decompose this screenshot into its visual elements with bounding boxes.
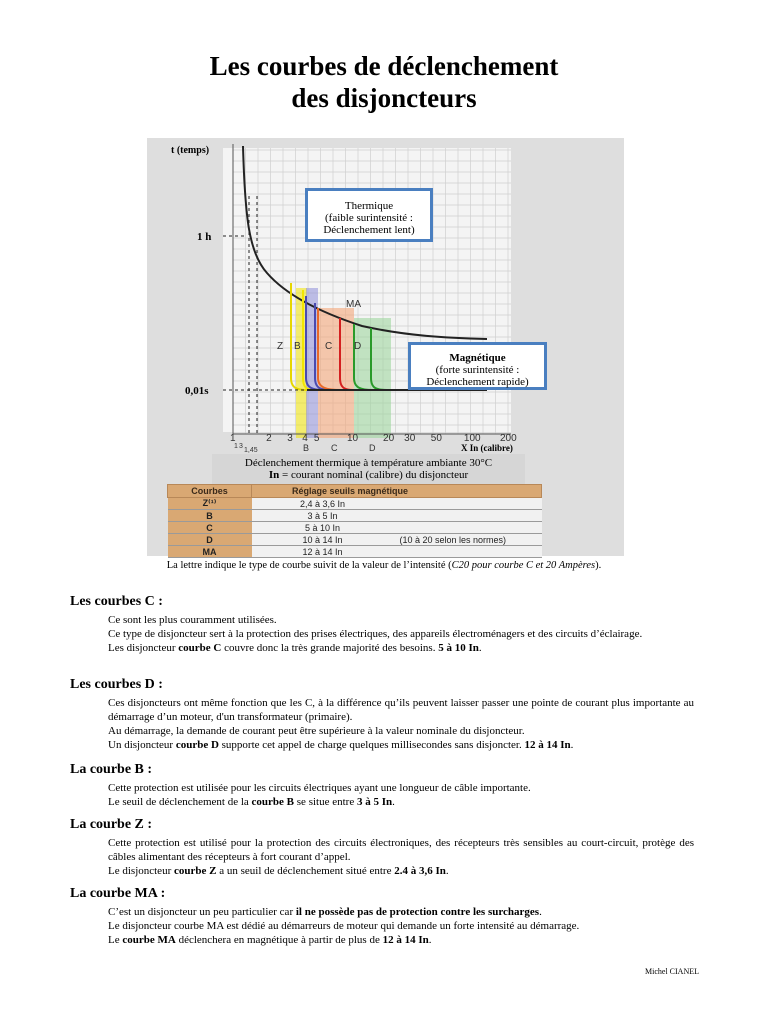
magnetique-line3: Déclenchement rapide) <box>426 376 529 388</box>
row-name: C <box>168 522 252 534</box>
z-line-2 <box>108 864 694 878</box>
band-b <box>306 288 318 438</box>
b-l2-c: se situe entre <box>294 796 357 808</box>
x-axis-label: X In (calibre) <box>461 443 513 453</box>
c-l3-d: 5 à 10 In <box>438 642 479 654</box>
ma-l3-c: déclenchera en magnétique à partir de plus de <box>175 934 383 946</box>
magnetic-threshold-table <box>167 484 542 558</box>
caption-line-1: Déclenchement thermique à température ambiante 30°C <box>244 457 493 469</box>
figure-caption-area <box>212 454 525 484</box>
row-value: 5 à 10 In <box>252 522 394 534</box>
d-line-1: Ces disjoncteurs ont même fonction que les C, à la différence qu’ils peuvent laisser passer une pointe de courant plus importante au démarrage d’un moteur, d'un transformateur (primaire). <box>108 697 694 723</box>
caption-in-def: = courant nominal (calibre) du disjoncteur <box>279 469 469 481</box>
x-tick-label: 50 <box>430 433 442 444</box>
x-tick-label: 30 <box>404 433 416 444</box>
band-label-b: B <box>303 443 310 453</box>
ma-line-2: Le disjoncteur courbe MA est dédié au démarreurs de moteur qui demande un forte intensité au démarrage. <box>108 920 580 932</box>
trip-curve-chart <box>147 138 624 456</box>
trip-curve-figure <box>147 138 624 556</box>
thermique-box <box>305 188 433 242</box>
author-signature: Michel CIANEL <box>645 967 699 976</box>
d-l3-c: supporte cet appel de charge quelques millisecondes sans disjoncter. <box>218 739 525 751</box>
page-title <box>0 50 768 114</box>
d-l3-a: Un disjoncteur <box>108 739 176 751</box>
table-header-courbes: Courbes <box>168 485 252 498</box>
row-name: Z⁽¹⁾ <box>168 498 252 510</box>
figure-caption <box>0 560 768 571</box>
curve-label-ma: MA <box>346 299 361 310</box>
row-name: B <box>168 510 252 522</box>
ma-l3-d: 12 à 14 In <box>382 934 429 946</box>
ma-line-1 <box>108 905 694 919</box>
table-row <box>168 498 542 510</box>
section-heading-z: La courbe Z : <box>70 817 153 832</box>
table-row <box>168 510 542 522</box>
ma-l3-a: Le <box>108 934 123 946</box>
section-body-ma <box>108 905 694 947</box>
c-l3-a: Les disjoncteur <box>108 642 179 654</box>
x-tick-label: 4 <box>302 433 308 444</box>
row-value: 12 à 14 In <box>252 546 394 558</box>
c-line-1: Ce sont les plus couramment utilisées. <box>108 614 277 626</box>
x-tick-label: 2 <box>266 433 272 444</box>
x-tick-label: 3 <box>287 433 293 444</box>
x-tick-label: 20 <box>383 433 395 444</box>
row-name: D <box>168 534 252 546</box>
row-name: MA <box>168 546 252 558</box>
curve-letter-b: B <box>294 341 301 352</box>
fig-caption-italic: C20 pour courbe C et 20 Ampères <box>451 560 596 571</box>
table-row <box>168 522 542 534</box>
y-tick-1h: 1 h <box>197 231 212 243</box>
caption-line-2 <box>212 469 525 481</box>
thermique-title: Thermique <box>344 200 394 212</box>
x-small-tick-1: 1 <box>234 443 238 450</box>
d-line-3 <box>108 738 694 752</box>
x-tick-label: 100 <box>463 433 481 444</box>
c-l3-c: couvre donc la très grande majorité des besoins. <box>221 642 439 654</box>
x-small-tick-145: 1,45 <box>244 447 258 454</box>
ma-l1-a: C’est un disjoncteur un peu particulier car <box>108 906 296 918</box>
table-row <box>168 534 542 546</box>
x-tick-label: 200 <box>500 433 517 444</box>
x-tick-label: 10 <box>346 433 359 444</box>
ma-l3-b: courbe MA <box>122 934 176 946</box>
z-l2-e: . <box>445 865 449 877</box>
c-line-2: Ce type de disjoncteur sert à la protection des prises électriques, des appareils électroménagers et des circuits d’éclairage. <box>108 628 643 640</box>
section-body-z <box>108 836 694 878</box>
row-note <box>394 522 542 534</box>
ma-l3-e: . <box>428 934 432 946</box>
row-value: 2,4 à 3,6 In <box>252 498 394 510</box>
thermique-line2: (faible surintensité : <box>325 212 413 224</box>
c-l3-b: courbe C <box>178 642 222 654</box>
x-tick-label: 5 <box>313 433 320 444</box>
d-l3-e: . <box>570 739 574 751</box>
title-line-1: Les courbes de déclenchement <box>209 51 559 81</box>
x-tick-label: 1 <box>230 433 236 444</box>
z-l2-d: 2.4 à 3,6 In <box>394 865 446 877</box>
b-l2-d: 3 à 5 In <box>356 796 393 808</box>
curve-letter-c: C <box>325 341 333 352</box>
section-body-b <box>108 781 694 809</box>
section-heading-b: La courbe B : <box>70 762 153 777</box>
section-body-d <box>108 696 694 752</box>
thermique-line3: Déclenchement lent) <box>323 224 415 236</box>
y-tick-001s: 0,01s <box>185 385 209 397</box>
b-l2-a: Le seuil de déclenchement de la <box>108 796 252 808</box>
ma-l1-c: . <box>539 906 542 918</box>
row-note: (10 à 20 selon les normes) <box>394 534 542 546</box>
table-header-reglage: Réglage seuils magnétique <box>252 485 542 498</box>
section-heading-d: Les courbes D : <box>70 677 163 692</box>
magnetique-line2: (forte surintensité : <box>435 364 520 376</box>
curve-letter-z: Z <box>277 341 284 352</box>
ma-line-3 <box>108 933 694 947</box>
x-small-tick-3: 3 <box>239 443 243 450</box>
ma-l1-b: il ne possède pas de protection contre les surcharges <box>295 906 540 918</box>
d-l3-b: courbe D <box>175 739 219 751</box>
b-line-2 <box>108 795 694 809</box>
z-l2-b: courbe Z <box>173 865 217 877</box>
row-value: 3 à 5 In <box>252 510 394 522</box>
band-c <box>318 308 354 438</box>
b-l2-e: . <box>392 796 395 808</box>
row-note <box>394 546 542 558</box>
caption-in: In <box>268 469 280 481</box>
fig-caption-end: ). <box>595 560 602 571</box>
b-line-1: Cette protection est utilisée pour les circuits électriques ayant une longueur de câble importante. <box>108 782 531 794</box>
z-l2-a: Le disjoncteur <box>108 865 174 877</box>
section-heading-ma: La courbe MA : <box>70 886 166 901</box>
fig-caption-start: La lettre indique le type de courbe suivit de la valeur de l’intensité ( <box>166 560 452 571</box>
c-line-3 <box>108 641 694 655</box>
band-label-d: D <box>369 443 376 453</box>
b-l2-b: courbe B <box>251 796 295 808</box>
magnetique-title: Magnétique <box>449 352 506 364</box>
section-heading-c: Les courbes C : <box>70 594 163 609</box>
title-line-2: des disjoncteurs <box>291 83 477 113</box>
row-note <box>394 498 542 510</box>
d-line-2: Au démarrage, la demande de courant peut être supérieure à la valeur nominale du disjoncteur. <box>108 725 525 737</box>
section-body-c <box>108 613 694 655</box>
table-row <box>168 546 542 558</box>
curve-letter-d: D <box>354 341 362 352</box>
magnetique-box <box>408 342 547 390</box>
y-axis-label: t (temps) <box>171 145 210 156</box>
z-l2-c: a un seuil de déclenchement situé entre <box>216 865 395 877</box>
band-d <box>354 318 391 438</box>
row-note <box>394 510 542 522</box>
d-l3-d: 12 à 14 In <box>524 739 571 751</box>
c-l3-e: . <box>478 642 482 654</box>
row-value: 10 à 14 In <box>252 534 394 546</box>
band-label-c: C <box>331 443 338 453</box>
z-line-1: Cette protection est utilisé pour la protection des circuits électroniques, des récepteurs très sensibles au court-circuit, protège des câbles alimentant des récepteurs à fort courant d’appel. <box>108 837 694 863</box>
